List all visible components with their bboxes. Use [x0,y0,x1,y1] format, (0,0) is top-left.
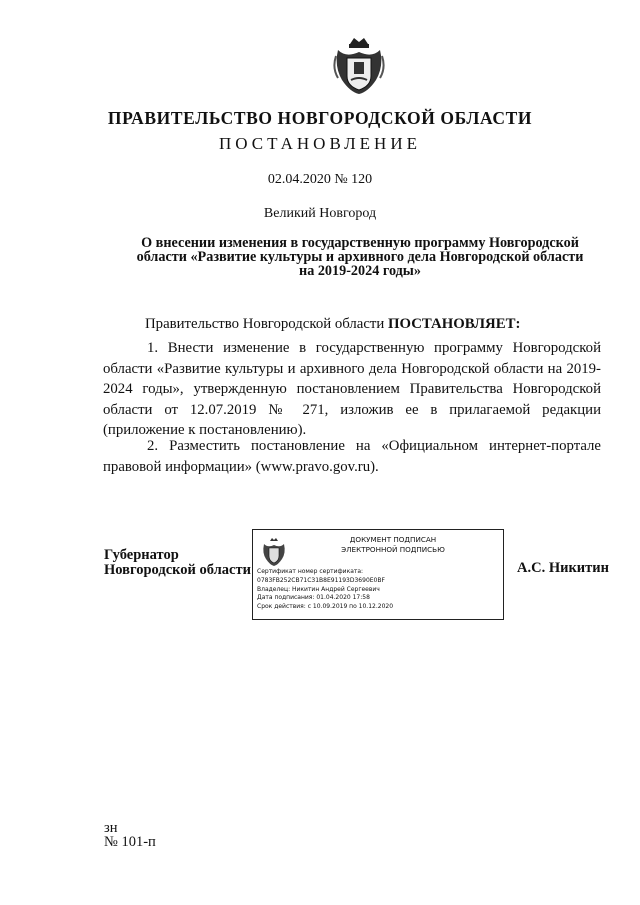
intro-keyword: ПОСТАНОВЛЯЕТ: [388,316,521,332]
footer-initials: зн [104,820,118,836]
coat-of-arms-emblem [332,36,386,96]
footer-number: № 101-п [104,834,156,850]
signer-name: А.С. Никитин [517,560,609,576]
stamp-validity: Срок действия: с 10.09.2019 по 10.12.2020 [257,603,394,611]
document-footer [104,821,156,849]
paragraph-2: 2. Разместить постановление на «Официальном интернет-портале правовой информации» (www.pravo.gov.ru). [103,438,601,475]
resolution-intro [145,316,520,333]
stamp-title-line: ДОКУМЕНТ ПОДПИСАН [349,535,437,544]
paragraph-1: 1. Внести изменение в государственную программу Новгородской области «Развитие культуры и архивного дела Новгородской области на 2019-2024 годы», утвержденную постановлением Правительства Новгородской области от 12.07.2019 № 271, изложив ее в прилагаемой редакции (приложение к постановлению). [103,340,601,438]
intro-text: Правительство Новгородской области [145,316,388,332]
stamp-cert-label: Сертификат номер сертификата: [257,568,364,575]
position-line: Губернатор [104,547,179,563]
document-city: Великий Новгород [263,206,377,221]
document-type: ПОСТАНОВЛЕНИЕ [218,134,421,153]
organization-title: ПРАВИТЕЛЬСТВО НОВГОРОДСКОЙ ОБЛАСТИ [107,108,533,128]
document-subject [100,236,620,278]
stamp-emblem-icon [261,538,287,566]
stamp-owner: Владелец: Никитин Андрей Сергеевич [257,585,380,593]
subject-line: области «Развитие культуры и архивного дела Новгородской области [136,249,584,265]
stamp-title [293,535,493,555]
stamp-cert-number: 0783FB252CB71C31B8E91193D3690E0BF [257,576,385,584]
stamp-details [257,568,393,612]
stamp-title-line: ЭЛЕКТРОННОЙ ПОДПИСЬЮ [341,545,445,554]
document-date-number: 02.04.2020 № 120 [267,172,373,187]
position-line: Новгородской области [104,562,251,578]
subject-line: О внесении изменения в государственную программу Новгородской [141,235,579,251]
subject-line: на 2019-2024 годы» [299,263,421,279]
electronic-signature-stamp [252,529,504,620]
stamp-signed-date: Дата подписания: 01.04.2020 17:58 [257,594,370,602]
signer-position [104,548,251,578]
